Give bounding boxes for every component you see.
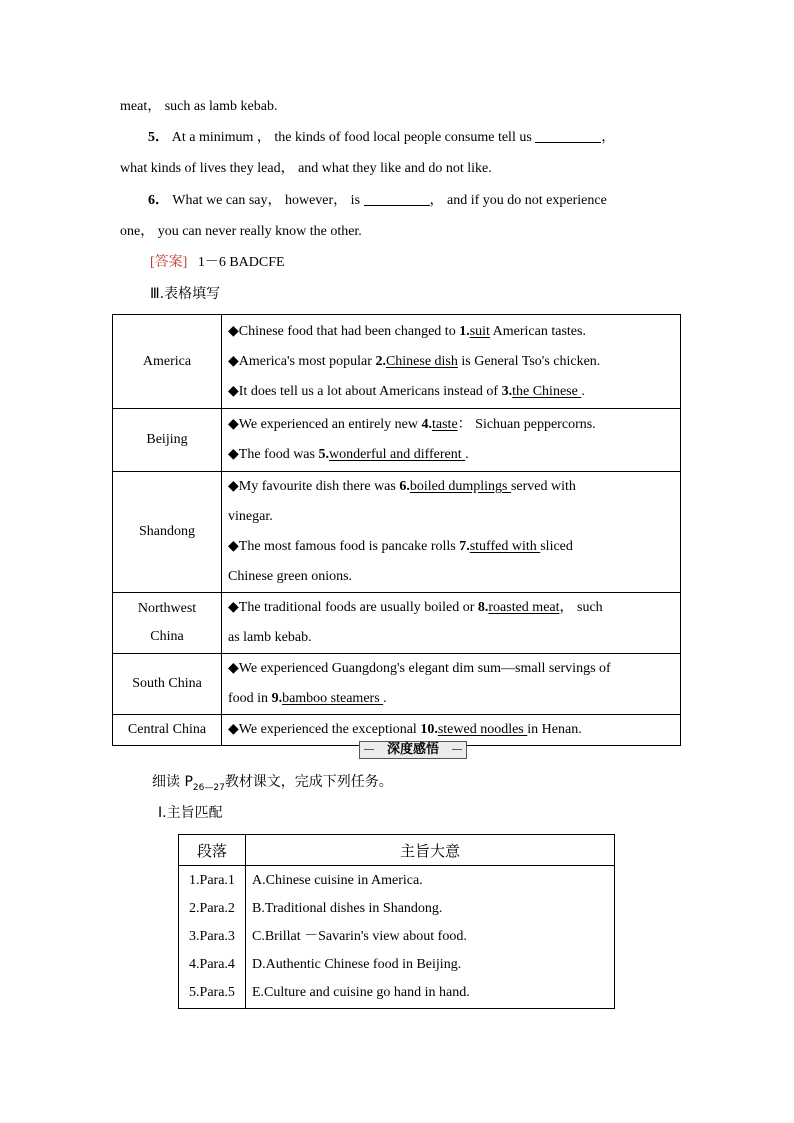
question-6-text-b: ， and if you do not experience	[429, 193, 607, 208]
table-line: ◆It does tell us a lot about Americans instead of 3.the Chinese .	[228, 383, 585, 399]
row-content-south-china	[222, 654, 681, 715]
list-item: 1.Para.1	[189, 873, 235, 888]
question-5-blank[interactable]	[535, 128, 601, 143]
answer-text: 1－6 BADCFE	[197, 255, 285, 270]
table-line: ◆We experienced the exceptional 10.stewed noodles in Henan.	[228, 722, 582, 737]
answer-7: stuffed with	[469, 539, 541, 554]
question-5-number: 5．	[148, 130, 169, 145]
table-line: ◆America's most popular 2.Chinese dish is General Tso's chicken.	[228, 353, 601, 369]
row-label-northwest-china	[113, 593, 222, 654]
table-row	[113, 654, 681, 715]
table-line: food in 9.bamboo steamers .	[228, 691, 387, 706]
answer-8: roasted meat	[488, 600, 560, 615]
answer-10: stewed noodles	[437, 722, 528, 737]
question-6-line2: one， you can never really know the other.	[120, 224, 362, 239]
paragraph-list	[179, 866, 246, 1009]
question-6-blank[interactable]	[364, 191, 430, 206]
answer-5: wonderful and different	[328, 447, 466, 462]
table-line: ◆The traditional foods are usually boiled or 8.roasted meat， such	[228, 600, 603, 615]
table-row	[113, 409, 681, 472]
question-5-comma: ，	[601, 130, 616, 145]
row-label-line: China	[150, 629, 184, 644]
page-range: 26—27	[192, 782, 225, 793]
header-paragraph: 段落	[179, 835, 246, 866]
passage-line-meat: meat， such as lamb kebab.	[120, 99, 278, 114]
row-content-shandong	[222, 472, 681, 593]
list-item: B.Traditional dishes in Shandong.	[252, 901, 443, 916]
table-row	[113, 472, 681, 593]
table-header-row	[179, 835, 615, 866]
list-item: 3.Para.3	[189, 929, 235, 944]
list-item: A.Chinese cuisine in America.	[252, 873, 423, 888]
section-badge: 深度感悟	[359, 741, 467, 759]
section1-title: Ⅰ.主旨匹配	[158, 805, 223, 821]
row-label-south-china: South China	[113, 654, 222, 715]
table-row	[113, 315, 681, 409]
row-label-line: Northwest	[137, 601, 197, 616]
table-line: as lamb kebab.	[228, 630, 312, 645]
table-line: ◆We experienced Guangdong's elegant dim sum—small servings of	[228, 661, 611, 676]
answer-line	[150, 253, 285, 273]
fill-in-table	[112, 314, 681, 746]
answer-1: suit	[469, 323, 490, 339]
list-item: E.Culture and cuisine go hand in hand.	[252, 985, 470, 1000]
question-6-number: 6．	[148, 193, 169, 208]
list-item: C.Brillat －Savarin's view about food.	[252, 929, 467, 944]
section3-title: Ⅲ.表格填写	[150, 286, 221, 302]
row-label-america: America	[113, 315, 222, 409]
header-main-idea: 主旨大意	[246, 835, 615, 866]
table-line: vinegar.	[228, 509, 273, 524]
question-5	[148, 128, 615, 148]
row-label-shandong: Shandong	[113, 472, 222, 593]
table-line: ◆The most famous food is pancake rolls 7.stuffed with sliced	[228, 539, 573, 554]
table-row	[113, 593, 681, 654]
list-item: 4.Para.4	[189, 957, 235, 972]
row-label-central-china: Central China	[113, 715, 222, 746]
answer-4: taste	[432, 417, 458, 432]
main-idea-list	[246, 866, 615, 1009]
answer-2: Chinese dish	[385, 353, 458, 369]
answer-tag: [答案]	[150, 255, 188, 270]
matching-table	[178, 834, 615, 1009]
reading-intro: 细读 $P_{26—27}$教材课文，完成下列任务。	[152, 774, 393, 793]
row-label-beijing: Beijing	[113, 409, 222, 472]
answer-3: the Chinese	[512, 383, 582, 399]
answer-9: bamboo steamers	[282, 691, 384, 706]
table-line: ◆We experienced an entirely new 4.taste： Sichuan peppercorns.	[228, 417, 596, 432]
table-line: ◆The food was 5.wonderful and different .	[228, 447, 469, 462]
row-content-beijing	[222, 409, 681, 472]
table-line: ◆My favourite dish there was 6.boiled dumplings served with	[228, 479, 576, 494]
answer-6: boiled dumplings	[409, 479, 511, 494]
row-content-america	[222, 315, 681, 409]
question-5-line2: what kinds of lives they lead， and what they like and do not like.	[120, 161, 492, 176]
question-5-text: At a minimum ， the kinds of food local people consume tell us	[171, 130, 532, 145]
table-line: ◆Chinese food that had been changed to 1.suit American tastes.	[228, 323, 586, 339]
list-item: 5.Para.5	[189, 985, 235, 1000]
question-6-text: What we can say， however， is	[172, 193, 361, 208]
row-content-northwest-china	[222, 593, 681, 654]
list-item: D.Authentic Chinese food in Beijing.	[252, 957, 462, 972]
list-item: 2.Para.2	[189, 901, 235, 916]
question-6	[148, 191, 607, 211]
table-row	[179, 866, 615, 1009]
table-line: Chinese green onions.	[228, 569, 353, 584]
